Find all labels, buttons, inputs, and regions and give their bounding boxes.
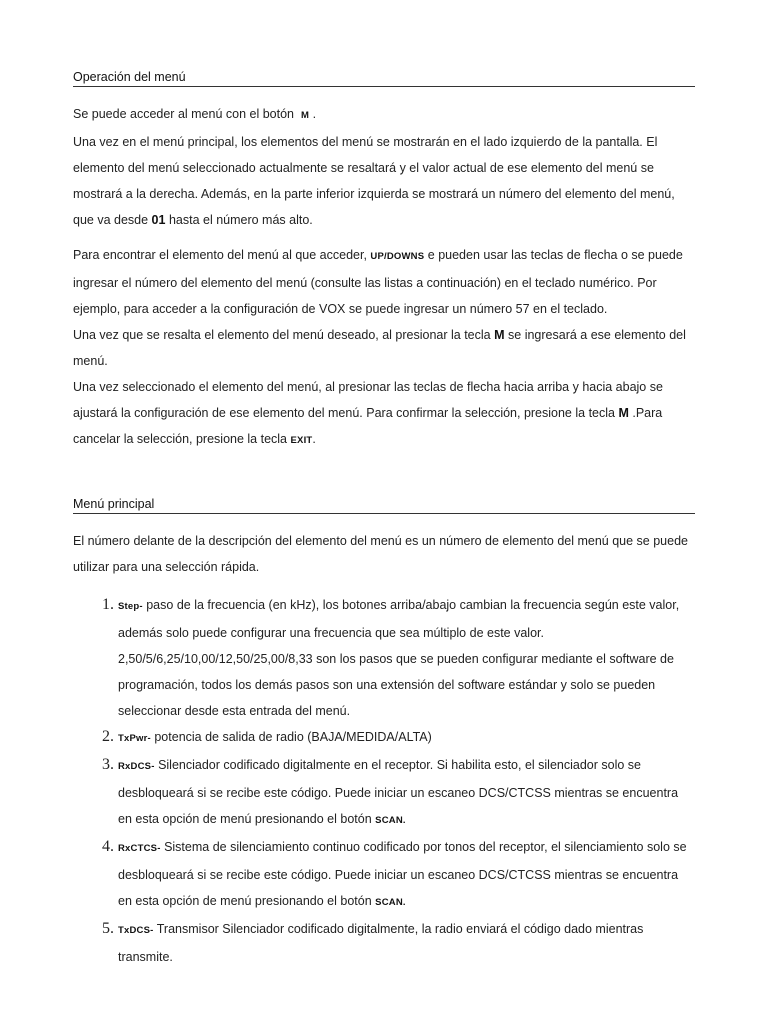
item-text: Transmisor Silenciador codificado digitalmente, la radio enviará el código dado mientras transmite. <box>118 922 644 964</box>
list-item-txpwr <box>118 724 695 752</box>
text: se ingresará a ese elemento del menú. <box>73 328 686 368</box>
text: . <box>312 107 317 121</box>
list-item-step <box>118 592 695 724</box>
key-scan: SCAN. <box>375 815 406 826</box>
key-exit: EXIT <box>290 435 313 446</box>
key-up-downs: UP/DOWNS <box>370 251 425 262</box>
menu-items-list <box>73 592 695 970</box>
key-m: M <box>618 406 629 420</box>
text: hasta el número más alto. <box>168 213 313 227</box>
text: Una vez seleccionado el elemento del menú, al presionar las teclas de flecha hacia arriba y hacia abajo se ajustará la configuración de ese elemento del menú. Para confirmar la selección, presione la tecla <box>73 380 663 420</box>
item-key: RxCTCS- <box>118 843 161 854</box>
key-scan: SCAN. <box>375 897 406 908</box>
text: . <box>312 432 316 446</box>
paragraph-menu-navigation <box>73 242 695 454</box>
text: .Para cancelar la selección, presione la tecla <box>73 406 663 446</box>
key-m: M <box>494 328 505 342</box>
item-text: potencia de salida de radio (BAJA/MEDIDA/ALTA) <box>154 730 432 744</box>
key-m: M <box>300 110 310 121</box>
item-text: paso de la frecuencia (en kHz), los botones arriba/abajo cambian la frecuencia según este valor, además solo puede configurar una frecuencia que sea múltiplo de este valor. 2,50/5/6,25/10,00/12,50/25,00/8,33 son los pasos que se pueden configurar mediante el software de programación, todos los demás pasos son una extensión del software estándar y solo se pueden seleccionar desde esta entrada del menú. <box>118 598 680 718</box>
paragraph-menu-access <box>73 101 695 233</box>
text: Se puede acceder al menú con el botón <box>73 107 294 121</box>
item-text: Silenciador codificado digitalmente en el receptor. Si habilita esto, el silenciador solo se desbloqueará si se recibe este código. Puede iniciar un escaneo DCS/CTCSS mientras se encuentra en esta opción de menú presionando el botón <box>118 758 679 826</box>
item-key: RxDCS- <box>118 761 155 772</box>
text: Una vez en el menú principal, los elementos del menú se mostrarán en el lado izquierdo de la pantalla. El elemento del menú seleccionado actualmente se resaltará y el valor actual de ese elemento del menú se mostrará a la derecha. Además, en la parte inferior izquierda se mostrará un número del elemento del menú, que va desde <box>73 135 675 227</box>
section-heading-menu-operation: Operación del menú <box>73 70 695 87</box>
paragraph-quick-selection: El número delante de la descripción del elemento del menú es un número de elemento del menú que se puede utilizar para una selección rápida. <box>73 534 688 574</box>
item-key: Step- <box>118 601 143 612</box>
item-key: TxDCS- <box>118 925 154 936</box>
list-item-rxdcs <box>118 752 695 834</box>
list-item-rxctcs <box>118 834 695 916</box>
number-01: 01 <box>151 213 166 227</box>
text: Para encontrar el elemento del menú al que acceder, <box>73 248 367 262</box>
list-item-txdcs <box>118 916 695 970</box>
text: Una vez que se resalta el elemento del menú deseado, al presionar la tecla <box>73 328 491 342</box>
text: e pueden usar las teclas de flecha o se puede ingresar el número del elemento del menú (consulte las listas a continuación) en el teclado numérico. Por ejemplo, para acceder a la configuración de VOX se puede ingresar un número 57 en el teclado. <box>73 248 683 316</box>
section-heading-main-menu: Menú principal <box>73 497 695 514</box>
item-key: TxPwr- <box>118 733 151 744</box>
item-text: Sistema de silenciamiento continuo codificado por tonos del receptor, el silenciamiento solo se desbloqueará si se recibe este código. Puede iniciar un escaneo DCS/CTCSS mientras se encuentra en esta opción de menú presionando el botón <box>118 840 687 908</box>
